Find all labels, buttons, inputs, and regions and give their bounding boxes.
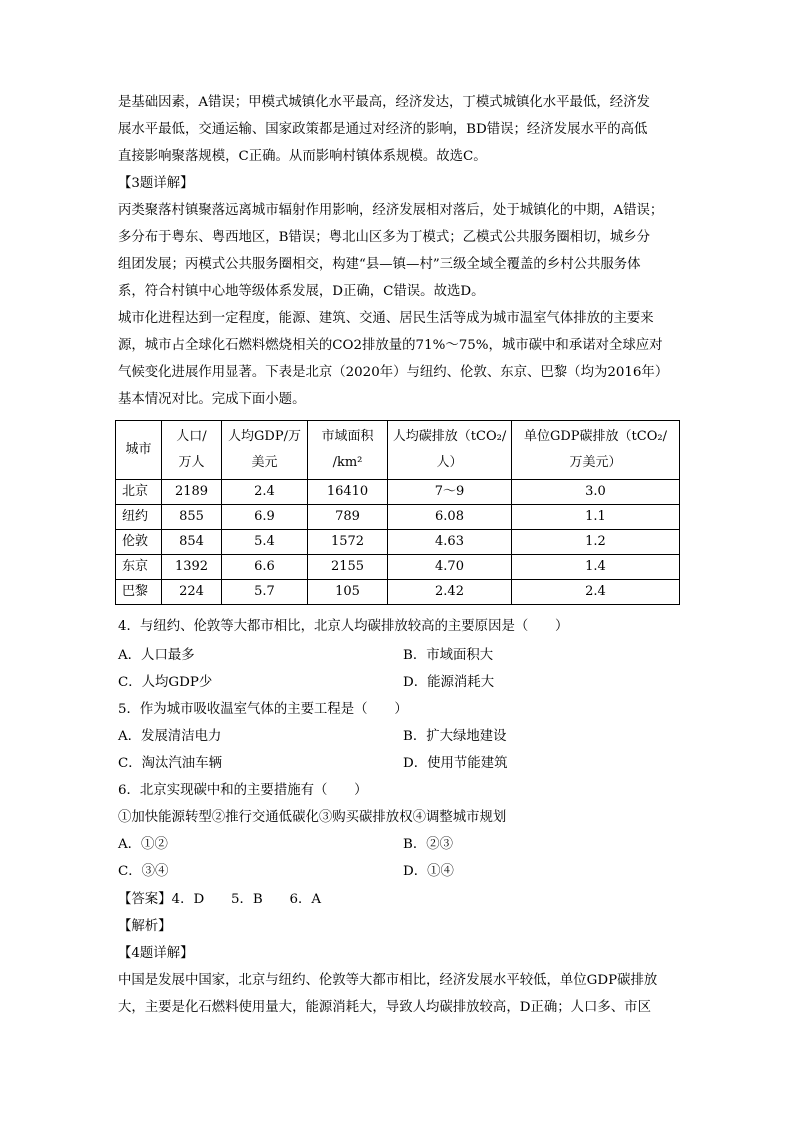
para-line: 中国是发展中国家，北京与纽约、伦敦等大都市相比，经济发展水平较低，单位GDP碳排放 [118, 973, 658, 988]
table-cell: 105 [308, 580, 388, 605]
header-cell: 人口/ 万人 [162, 421, 222, 480]
header-cell: 单位GDP碳排放（tCO₂/ 万美元） [512, 421, 680, 480]
para-line: 是基础因素，A错误；甲模式城镇化水平最高，经济发达，丁模式城镇化水平最低，经济发 [118, 95, 650, 110]
para-line: 丙类聚落村镇聚落远离城市辐射作用影响，经济发展相对落后，处于城镇化的中期，A错误； [118, 203, 664, 218]
table-cell: 1.1 [512, 505, 680, 530]
option-b[interactable]: B．扩大绿地建设 [403, 729, 507, 744]
option-a[interactable]: A．发展清洁电力 [118, 729, 222, 744]
para-line: 直接影响聚落规模，C正确。从而影响村镇体系规模。故选C。 [118, 149, 487, 164]
option-c[interactable]: C．③④ [118, 864, 169, 879]
para-line: 大，主要是化石燃料使用量大，能源消耗大，导致人均碳排放较高，D正确；人口多、市区 [118, 1000, 651, 1015]
header-cell: 市域面积 /km² [308, 421, 388, 480]
table-cell: 1572 [308, 530, 388, 555]
table-cell: 2189 [162, 480, 222, 505]
table-cell: 4.70 [388, 555, 512, 580]
table-cell: 854 [162, 530, 222, 555]
answer-line: 【答案】4．D 5．B 6．A [118, 892, 322, 907]
table-cell: 6.08 [388, 505, 512, 530]
table-row [116, 480, 680, 505]
table-cell: 16410 [308, 480, 388, 505]
option-a[interactable]: A．人口最多 [118, 648, 195, 663]
question-5-options-row [118, 723, 684, 750]
q3-heading: 【3题详解】 [118, 176, 194, 191]
intro-line: 基本情况对比。完成下面小题。 [118, 392, 306, 407]
question-4-options-row [118, 642, 684, 669]
table-cell: 2155 [308, 555, 388, 580]
table-cell: 1.2 [512, 530, 680, 555]
question-4-stem: 4．与纽约、伦敦等大都市相比，北京人均碳排放较高的主要原因是（ ） [118, 619, 569, 634]
intro-line: 气候变化进展作用显著。下表是北京（2020年）与纽约、伦敦、东京、巴黎（均为2016年） [118, 365, 669, 380]
table-cell: 纽约 [116, 505, 162, 530]
q4-heading: 【4题详解】 [118, 946, 194, 961]
option-d[interactable]: D．①④ [403, 864, 454, 879]
intro-line: 源，城市占全球化石燃料燃烧相关的CO2排放量的71%～75%，城市碳中和承诺对全球应对 [118, 338, 663, 353]
para-line: 多分布于粤东、粤西地区，B错误；粤北山区多为丁模式；乙模式公共服务圈相切，城乡分 [118, 230, 651, 245]
table-cell: 北京 [116, 480, 162, 505]
table-cell: 1.4 [512, 555, 680, 580]
question-4-options-row [118, 669, 684, 696]
table-row [116, 505, 680, 530]
table-cell: 789 [308, 505, 388, 530]
table-cell: 伦敦 [116, 530, 162, 555]
para-line: 组团发展；丙模式公共服务圈相交，构建“县—镇—村”三级全域全覆盖的乡村公共服务体 [118, 257, 641, 272]
table-cell: 2.4 [222, 480, 308, 505]
question-5-options-row [118, 750, 684, 777]
option-d[interactable]: D．使用节能建筑 [403, 756, 508, 771]
para-line: 系，符合村镇中心地等级体系发展，D正确，C错误。故选D。 [118, 284, 485, 299]
table-cell: 6.9 [222, 505, 308, 530]
header-cell: 城市 [116, 421, 162, 480]
table-cell: 7～9 [388, 480, 512, 505]
table-cell: 3.0 [512, 480, 680, 505]
option-b[interactable]: B．市域面积大 [403, 648, 494, 663]
table-cell: 巴黎 [116, 580, 162, 605]
table-cell: 5.7 [222, 580, 308, 605]
question-6-options-row [118, 831, 684, 858]
table-row [116, 580, 680, 605]
table-row [116, 530, 680, 555]
option-d[interactable]: D．能源消耗大 [403, 675, 495, 690]
analysis-heading: 【解析】 [118, 919, 172, 934]
para-line: 展水平最低，交通运输、国家政策都是通过对经济的影响，BD错误；经济发展水平的高低 [118, 122, 648, 137]
table-cell: 5.4 [222, 530, 308, 555]
table-cell: 4.63 [388, 530, 512, 555]
table-row [116, 555, 680, 580]
question-6-options-row [118, 858, 684, 885]
table-cell: 224 [162, 580, 222, 605]
intro-line: 城市化进程达到一定程度，能源、建筑、交通、居民生活等成为城市温室气体排放的主要来 [118, 311, 654, 326]
table-cell: 1392 [162, 555, 222, 580]
table-cell: 2.4 [512, 580, 680, 605]
question-5-stem: 5．作为城市吸收温室气体的主要工程是（ ） [118, 702, 408, 717]
table-cell: 东京 [116, 555, 162, 580]
table-cell: 6.6 [222, 555, 308, 580]
option-b[interactable]: B．②③ [403, 837, 454, 852]
comparison-table [115, 420, 680, 605]
option-c[interactable]: C．淘汰汽油车辆 [118, 756, 222, 771]
header-cell: 人均GDP/万 美元 [222, 421, 308, 480]
table-cell: 855 [162, 505, 222, 530]
header-cell: 人均碳排放（tCO₂/ 人） [388, 421, 512, 480]
question-6-items: ①加快能源转型②推行交通低碳化③购买碳排放权④调整城市规划 [118, 810, 507, 825]
table-header-row [116, 421, 680, 480]
option-a[interactable]: A．①② [118, 837, 168, 852]
question-6-stem: 6．北京实现碳中和的主要措施有（ ） [118, 783, 368, 798]
table-cell: 2.42 [388, 580, 512, 605]
option-c[interactable]: C．人均GDP少 [118, 675, 213, 690]
